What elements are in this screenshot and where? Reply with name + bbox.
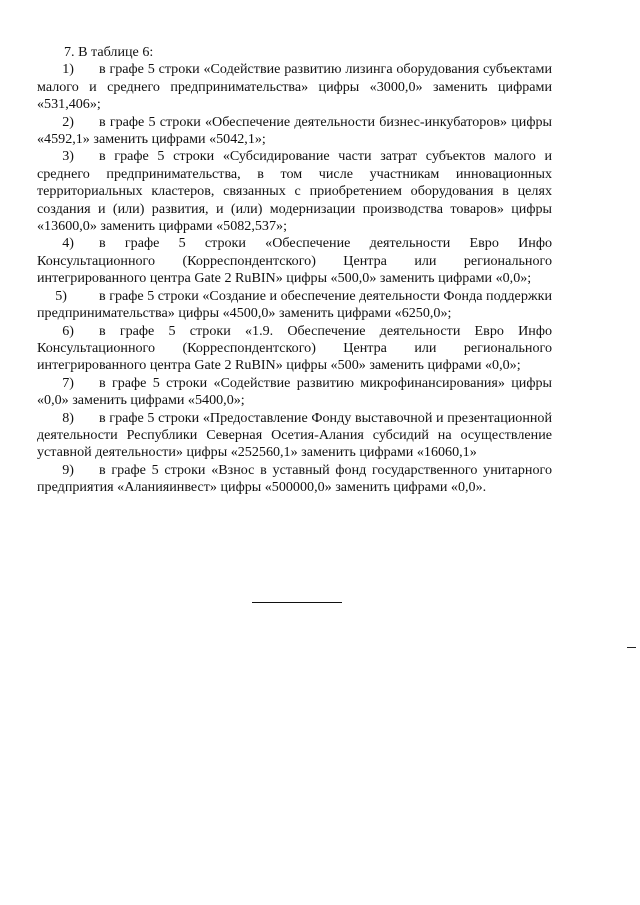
list-item bbox=[37, 323, 552, 375]
item-number: 6) bbox=[62, 322, 74, 339]
item-text: в графе 5 строки «Взнос в уставный фонд государственного унитарного предприятия «Аланияинвест» цифры «500000,0» заменить цифрами «0,0». bbox=[37, 461, 552, 496]
list-item bbox=[37, 235, 552, 287]
item-text: в графе 5 строки «Обеспечение деятельности Евро Инфо Консультационного (Корреспондентского) Центра или регионального интегрированного центра Gate 2 RuBIN» цифры «500,0» заменить цифрами «0,0»; bbox=[37, 235, 552, 287]
item-text: в графе 5 строки «Обеспечение деятельности бизнес-инкубаторов» цифры «4592,1» заменить цифрами «5042,1»; bbox=[37, 113, 552, 148]
list-item bbox=[37, 114, 552, 149]
list-item bbox=[37, 61, 552, 113]
item-number: 4) bbox=[62, 235, 74, 252]
item-text: в графе 5 строки «1.9. Обеспечение деятельности Евро Инфо Консультационного (Корреспондентского) Центра или регионального интегрированного центра Gate 2 RuBIN» цифры «500» заменить цифрами «0,0»; bbox=[37, 322, 552, 374]
list-item bbox=[37, 375, 552, 410]
item-number: 2) bbox=[62, 113, 74, 130]
item-number: 1) bbox=[62, 61, 74, 78]
margin-mark bbox=[627, 647, 636, 648]
item-text: в графе 5 строки «Создание и обеспечение деятельности Фонда поддержки предпринимательства» цифры «4500,0» заменить цифрами «6250,0»; bbox=[37, 287, 552, 322]
item-text: в графе 5 строки «Содействие развитию лизинга оборудования субъектами малого и среднего предпринимательства» цифры «3000,0» заменить цифрами «531,406»; bbox=[37, 61, 552, 113]
list-item bbox=[37, 288, 552, 323]
list-item bbox=[37, 462, 552, 497]
list-item bbox=[37, 410, 552, 462]
item-text: в графе 5 строки «Содействие развитию микрофинансирования» цифры «0,0» заменить цифрами «5400,0»; bbox=[37, 374, 552, 409]
section-heading: 7. В таблице 6: bbox=[64, 44, 154, 60]
item-text: в графе 5 строки «Субсидирование части затрат субъектов малого и среднего предпринимательства, в том числе участникам инновационных территориальных кластеров, связанных с приобретением оборудования в целях создания и (или) развития, и (или) модернизации производства товаров» цифры «13600,0» заменить цифрами «5082,537»; bbox=[37, 148, 552, 235]
item-number: 5) bbox=[55, 287, 67, 304]
item-number: 9) bbox=[62, 461, 74, 478]
item-number: 8) bbox=[62, 409, 74, 426]
item-number: 7) bbox=[62, 374, 74, 391]
closing-separator-line bbox=[252, 602, 342, 603]
list-item bbox=[37, 148, 552, 235]
item-number: 3) bbox=[62, 148, 74, 165]
item-text: в графе 5 строки «Предоставление Фонду выставочной и презентационной деятельности Республики Северная Осетия-Алания субсидий на осуществление уставной деятельности» цифры «252560,1» заменить цифрами «16060,1» bbox=[37, 409, 552, 461]
amendment-text-block bbox=[37, 44, 552, 497]
